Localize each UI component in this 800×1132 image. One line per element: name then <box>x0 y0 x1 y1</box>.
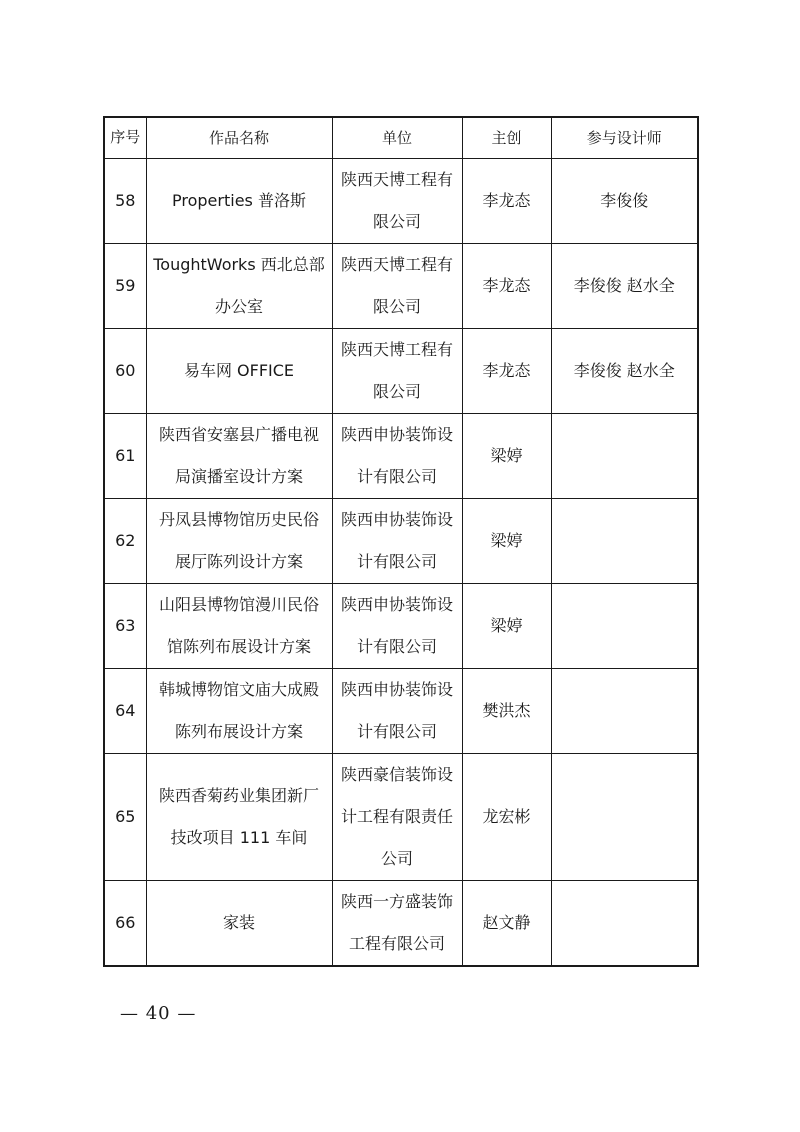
table-row <box>104 753 698 880</box>
cell-name: 陕西省安塞县广播电视局演播室设计方案 <box>146 413 332 498</box>
cell-participants: 李俊俊 赵水全 <box>551 243 698 328</box>
header-row <box>104 117 698 158</box>
cell-no: 63 <box>104 583 146 668</box>
page-number: — 40 — <box>120 1003 197 1024</box>
table-row <box>104 158 698 243</box>
cell-name: 韩城博物馆文庙大成殿陈列布展设计方案 <box>146 668 332 753</box>
cell-name: 家装 <box>146 880 332 966</box>
cell-lead: 李龙态 <box>462 328 551 413</box>
table-row <box>104 413 698 498</box>
cell-participants: 李俊俊 <box>551 158 698 243</box>
cell-name: 丹凤县博物馆历史民俗展厅陈列设计方案 <box>146 498 332 583</box>
cell-no: 65 <box>104 753 146 880</box>
table-header <box>104 117 698 158</box>
header-participants: 参与设计师 <box>551 117 698 158</box>
cell-participants <box>551 413 698 498</box>
header-no: 序号 <box>104 117 146 158</box>
cell-unit: 陕西申协装饰设计有限公司 <box>332 413 462 498</box>
cell-unit: 陕西天博工程有限公司 <box>332 243 462 328</box>
header-name: 作品名称 <box>146 117 332 158</box>
cell-name: 易车网 OFFICE <box>146 328 332 413</box>
cell-name: Properties 普洛斯 <box>146 158 332 243</box>
table-row <box>104 498 698 583</box>
cell-unit: 陕西豪信装饰设计工程有限责任公司 <box>332 753 462 880</box>
table-row <box>104 668 698 753</box>
header-lead: 主创 <box>462 117 551 158</box>
table-body <box>104 158 698 966</box>
cell-unit: 陕西天博工程有限公司 <box>332 158 462 243</box>
cell-lead: 梁婷 <box>462 583 551 668</box>
cell-unit: 陕西申协装饰设计有限公司 <box>332 498 462 583</box>
table-row <box>104 243 698 328</box>
table-row <box>104 583 698 668</box>
cell-lead: 梁婷 <box>462 413 551 498</box>
cell-lead: 樊洪杰 <box>462 668 551 753</box>
cell-no: 60 <box>104 328 146 413</box>
cell-no: 64 <box>104 668 146 753</box>
cell-lead: 李龙态 <box>462 243 551 328</box>
cell-lead: 赵文静 <box>462 880 551 966</box>
cell-no: 58 <box>104 158 146 243</box>
cell-participants <box>551 583 698 668</box>
cell-lead: 李龙态 <box>462 158 551 243</box>
cell-unit: 陕西一方盛装饰工程有限公司 <box>332 880 462 966</box>
cell-no: 66 <box>104 880 146 966</box>
table-row <box>104 328 698 413</box>
cell-name: 山阳县博物馆漫川民俗馆陈列布展设计方案 <box>146 583 332 668</box>
table-row <box>104 880 698 966</box>
cell-no: 61 <box>104 413 146 498</box>
cell-no: 62 <box>104 498 146 583</box>
cell-lead: 梁婷 <box>462 498 551 583</box>
cell-no: 59 <box>104 243 146 328</box>
cell-unit: 陕西天博工程有限公司 <box>332 328 462 413</box>
cell-unit: 陕西申协装饰设计有限公司 <box>332 668 462 753</box>
cell-participants <box>551 498 698 583</box>
cell-participants: 李俊俊 赵水全 <box>551 328 698 413</box>
header-unit: 单位 <box>332 117 462 158</box>
cell-participants <box>551 753 698 880</box>
cell-name: 陕西香菊药业集团新厂技改项目 111 车间 <box>146 753 332 880</box>
cell-participants <box>551 880 698 966</box>
awards-table <box>103 116 699 967</box>
cell-lead: 龙宏彬 <box>462 753 551 880</box>
cell-unit: 陕西申协装饰设计有限公司 <box>332 583 462 668</box>
cell-name: ToughtWorks 西北总部办公室 <box>146 243 332 328</box>
cell-participants <box>551 668 698 753</box>
